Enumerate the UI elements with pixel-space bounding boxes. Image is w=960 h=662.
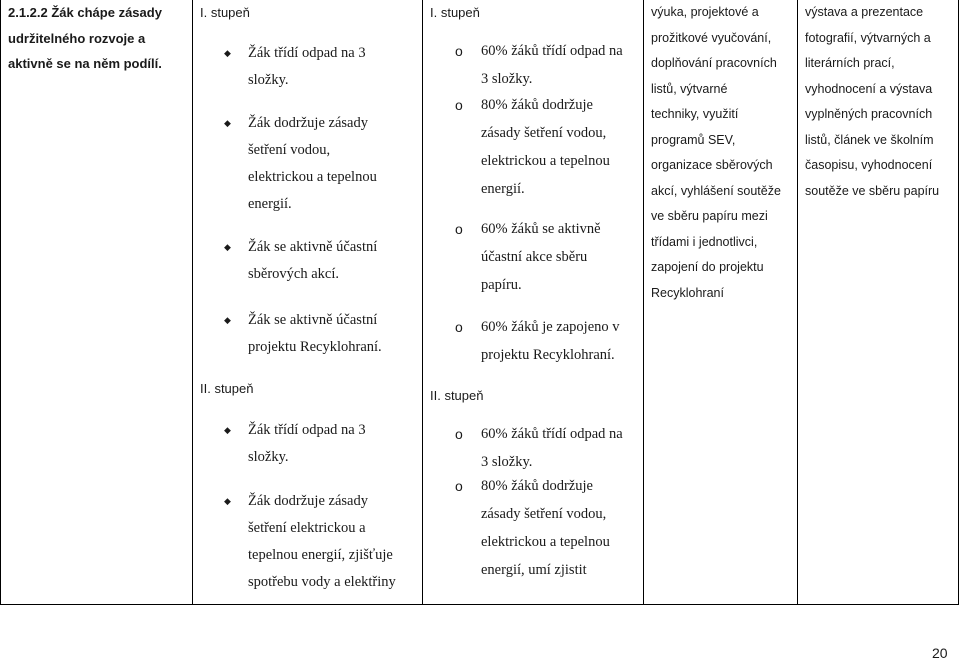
level-label-secondary: II. stupeň — [200, 381, 254, 396]
circle-bullet-icon: o — [455, 97, 463, 113]
level-label-primary: I. stupeň — [430, 5, 480, 20]
list-item: ◆ Žák třídí odpad na 3 složky. — [248, 40, 366, 94]
column-divider — [422, 0, 423, 605]
goal-heading-line: udržitelného rozvoje a — [8, 31, 146, 46]
bullet-diamond-icon: ◆ — [224, 315, 231, 325]
bullet-diamond-icon: ◆ — [224, 425, 231, 435]
goal-heading-line: 2.1.2.2 Žák chápe zásady — [8, 5, 162, 20]
table-border-left — [0, 0, 1, 605]
circle-bullet-icon: o — [455, 319, 463, 335]
list-item: ◆ Žák dodržuje zásady šetření vodou, elektrickou a tepelnou energií. — [248, 110, 377, 218]
evaluation-cell: výstava a prezentace fotografií, výtvarných a literárních prací, vyhodnocení a výstava vyplněných pracovních listů, článek ve školním časopisu, vyhodnocení soutěže ve sběru papíru — [805, 5, 940, 198]
bullet-diamond-icon: ◆ — [224, 496, 231, 506]
list-item: ◆ Žák třídí odpad na 3 složky. — [248, 417, 366, 471]
list-item: o 60% žáků třídí odpad na 3 složky. — [481, 420, 623, 476]
column-divider — [797, 0, 798, 605]
level-label-secondary: II. stupeň — [430, 388, 484, 403]
list-item: ◆ Žák se aktivně účastní sběrových akcí. — [248, 234, 377, 288]
methods-cell: výuka, projektové a prožitkové vyučování, doplňování pracovních listů, výtvarné techniky, využití programů SEV, organizace sběrových akcí, vyhlášení soutěže ve sběru papíru mezi třídami i jednotlivci, zapojení do projektu Recyklohraní — [651, 5, 781, 300]
goal-heading-line: aktivně se na něm podílí. — [8, 56, 162, 71]
list-item: o 80% žáků dodržuje zásady šetření vodou, elektrickou a tepelnou energií, umí zjistit — [481, 472, 610, 584]
circle-bullet-icon: o — [455, 43, 463, 59]
level-label-primary: I. stupeň — [200, 5, 250, 20]
table-border-right — [958, 0, 959, 605]
column-divider — [192, 0, 193, 605]
circle-bullet-icon: o — [455, 426, 463, 442]
circle-bullet-icon: o — [455, 478, 463, 494]
circle-bullet-icon: o — [455, 221, 463, 237]
bullet-diamond-icon: ◆ — [224, 48, 231, 58]
bullet-diamond-icon: ◆ — [224, 242, 231, 252]
list-item: ◆ Žák dodržuje zásady šetření elektrickou a tepelnou energií, zjišťuje spotřebu vody a elektřiny — [248, 488, 396, 596]
list-item: o 60% žáků se aktivně účastní akce sběru papíru. — [481, 215, 601, 299]
bullet-diamond-icon: ◆ — [224, 118, 231, 128]
list-item: o 60% žáků je zapojeno v projektu Recyklohraní. — [481, 313, 620, 369]
list-item: o 60% žáků třídí odpad na 3 složky. — [481, 37, 623, 93]
page-number: 20 — [932, 645, 948, 661]
column-divider — [643, 0, 644, 605]
list-item: o 80% žáků dodržuje zásady šetření vodou, elektrickou a tepelnou energií. — [481, 91, 610, 203]
table-border-bottom — [0, 604, 959, 605]
list-item: ◆ Žák se aktivně účastní projektu Recyklohraní. — [248, 307, 382, 361]
